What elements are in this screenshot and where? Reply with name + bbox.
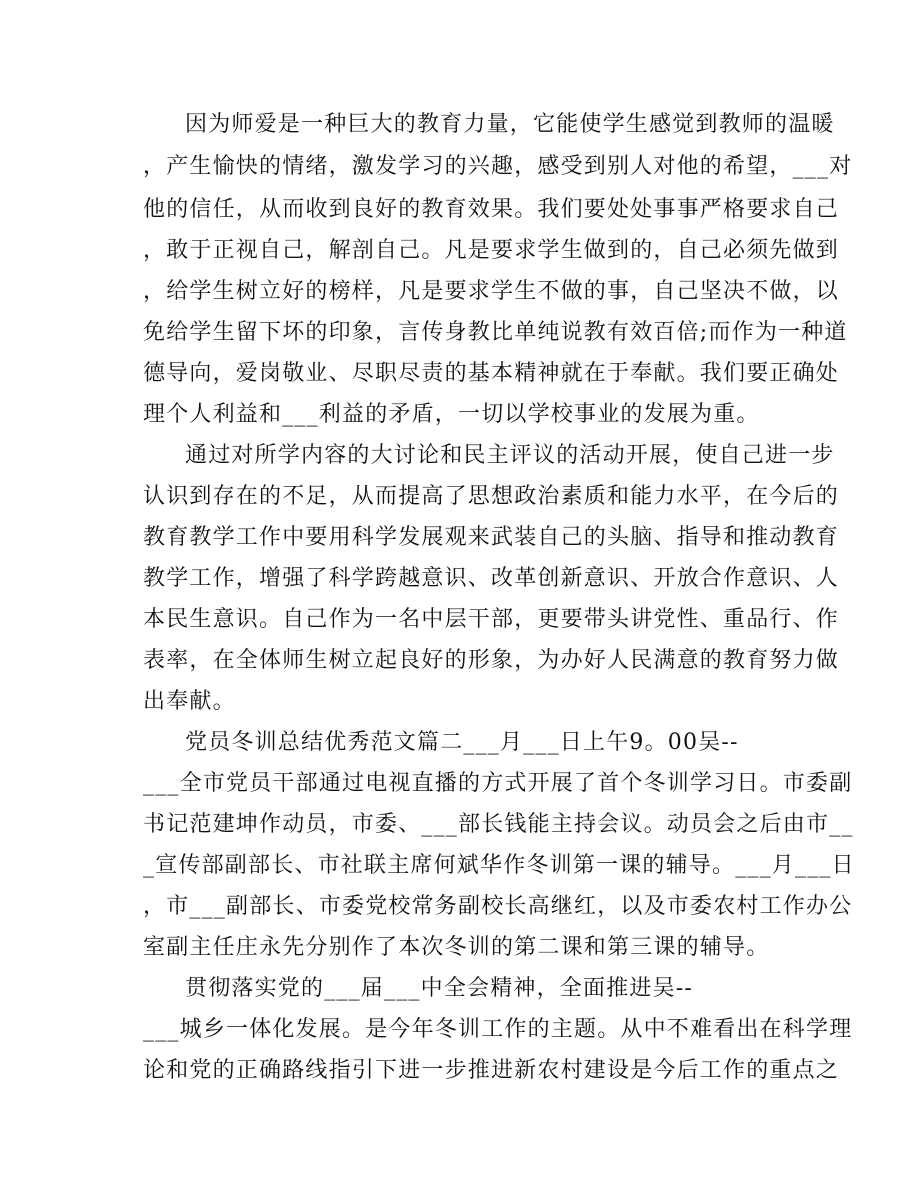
paragraph-1-line-1: 因为师爱是一种巨大的教育力量，它能使学生感觉到教师的温暖: [185, 112, 835, 137]
paragraph-1-line-7: 德导向，爱岗敬业、尽职尽责的基本精神就在于奉献。我们要正确处: [143, 361, 840, 386]
paragraph-4-line-2: ___城乡一体化发展。是今年冬训工作的主题。从中不难看出在科学理: [143, 1017, 853, 1042]
paragraph-4-line-3: 论和党的正确路线指引下进一步推进新农村建设是今后工作的重点之: [143, 1058, 840, 1083]
paragraph-2-line-3: 教育教学工作中要用科学发展观来武装自己的头脑、指导和推动教育: [143, 525, 840, 550]
paragraph-1-line-5: ，给学生树立好的榜样，凡是要求学生不做的事，自己坚决不做，以: [143, 279, 840, 304]
paragraph-3-line-5: ，市___副部长、市委党校常务副校长高继红，以及市委农村工作办公: [143, 894, 853, 919]
paragraph-1-line-4: ，敢于正视自己，解剖自己。凡是要求学生做到的，自己必须先做到: [143, 238, 840, 263]
paragraph-2-line-1: 通过对所学内容的大讨论和民主评议的活动开展，使自己进一步: [185, 443, 835, 468]
paragraph-2-line-4: 教学工作，增强了科学跨越意识、改革创新意识、开放合作意识、人: [143, 566, 840, 591]
paragraph-3-line-3: 书记范建坤作动员，市委、___部长钱能主持会议。动员会之后由市__: [143, 812, 854, 837]
paragraph-2-line-2: 认识到存在的不足，从而提高了思想政治素质和能力水平，在今后的: [143, 484, 840, 509]
paragraph-3-line-4: _宣传部副部长、市社联主席何斌华作冬训第一课的辅导。___月___日: [143, 853, 855, 878]
paragraph-1-line-8: 理个人利益和___利益的矛盾，一切以学校事业的发展为重。: [143, 402, 760, 427]
paragraph-1-line-6: 免给学生留下坏的印象，言传身教比单纯说教有效百倍;而作为一种道: [143, 320, 848, 345]
paragraph-2-line-7: 出奉献。: [143, 689, 236, 714]
paragraph-1-line-2: ，产生愉快的情绪，激发学习的兴趣，感受到别人对他的希望，___对: [143, 154, 853, 179]
paragraph-2-line-5: 本民生意识。自己作为一名中层干部，更要带头讲党性、重品行、作: [143, 607, 840, 632]
paragraph-4-line-1: 贯彻落实党的___届___中全会精神，全面推进吴--: [185, 976, 694, 1001]
paragraph-3-line-1: 党员冬训总结优秀范文篇二___月___日上午9。00吴--: [185, 730, 739, 755]
paragraph-1-line-3: 他的信任，从而收到良好的教育效果。我们要处处事事严格要求自己: [143, 197, 840, 222]
paragraph-2-line-6: 表率，在全体师生树立起良好的形象，为办好人民满意的教育努力做: [143, 648, 840, 673]
paragraph-3-line-2: ___全市党员干部通过电视直播的方式开展了首个冬训学习日。市委副: [143, 771, 853, 796]
paragraph-3-line-6: 室副主任庄永先分别作了本次冬训的第二课和第三课的辅导。: [143, 935, 770, 960]
